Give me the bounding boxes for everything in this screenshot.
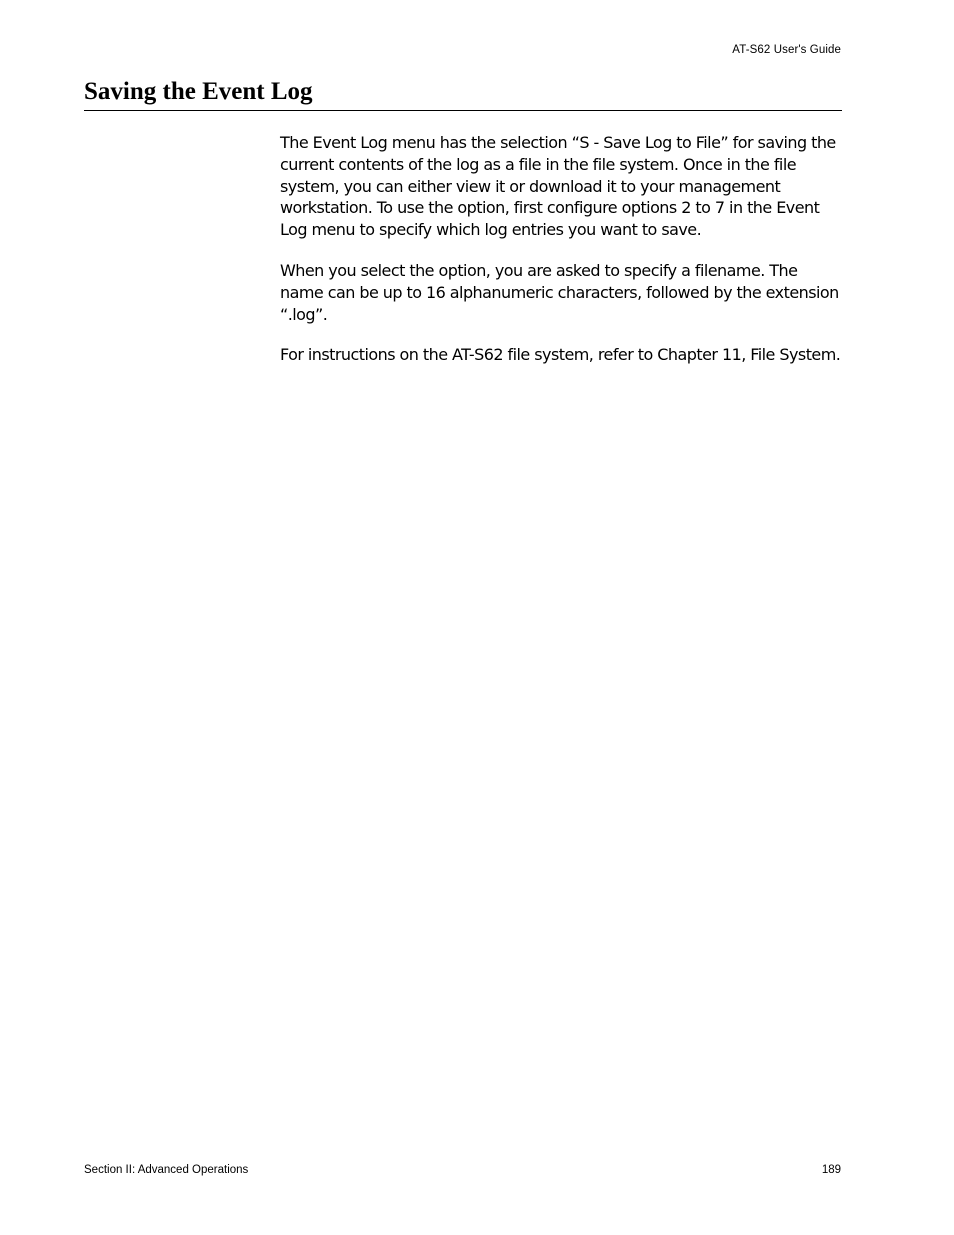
running-header: AT-S62 User's Guide — [732, 44, 841, 56]
paragraph-file-system-reference: For instructions on the AT-S62 file system, refer to Chapter 11, File System. — [280, 345, 841, 365]
body-text — [280, 132, 842, 385]
section-title: Saving the Event Log — [84, 76, 842, 111]
paragraph-filename: When you select the option, you are asked to specify a filename. The name can be up to 16 alphanumeric characters, followed by the extension “.log”. — [280, 260, 839, 324]
paragraph-save-log: The Event Log menu has the selection “S - Save Log to File” for saving the current contents of the log as a file in the file system. Once in the file system, you can either view it or download it to your management workstation. To use the option, first configure options 2 to 7 in the Event Log menu to specify which log entries you want to save. — [280, 133, 836, 240]
footer-section-label: Section II: Advanced Operations — [84, 1164, 249, 1176]
footer-page-number: 189 — [821, 1164, 841, 1176]
